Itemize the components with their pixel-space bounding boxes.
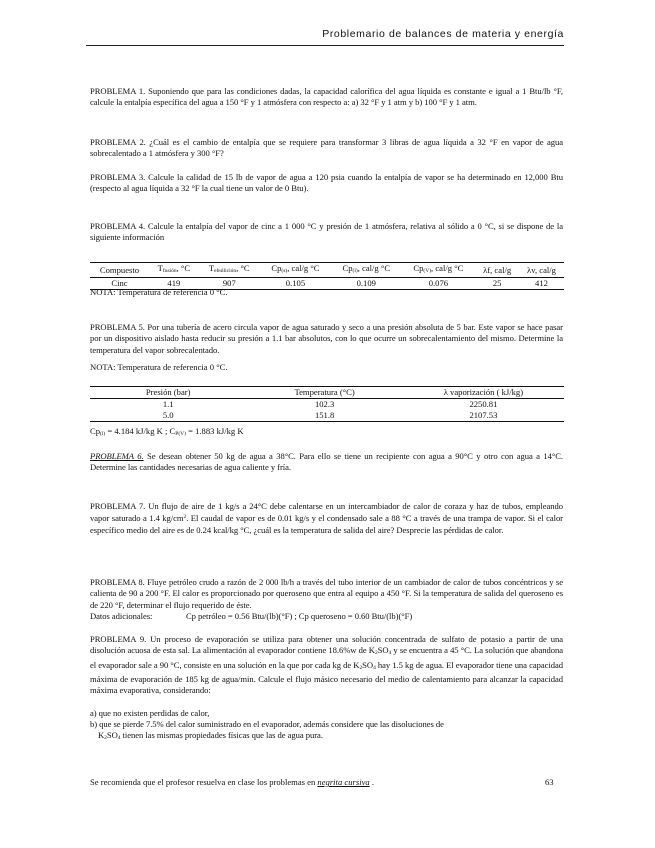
problem-9-sub-4: 4 bbox=[373, 664, 376, 671]
col-cp-liquid-unit: , cal/g °C bbox=[357, 263, 391, 273]
problem-7-sup: 2 bbox=[183, 514, 187, 521]
zinc-properties-table bbox=[90, 262, 564, 290]
k2so4-sub-1: 2 bbox=[104, 735, 107, 741]
col-cp-solid-sub: (s) bbox=[281, 268, 288, 274]
cp-vapor-value: = 1.883 kJ/kg K bbox=[185, 426, 244, 436]
cell-t-fusion: 419 bbox=[167, 278, 181, 288]
problem-3: PROBLEMA 3. Calcule la calidad de 15 lb de vapor de agua a 120 psia cuando la entalpía de vapor se ha determinado en 12,000 Btu (respecto al agua líquida a 32 °F la cual tiene un valor de 0 Btu). bbox=[90, 172, 563, 194]
problem-9-sub-3: 2 bbox=[359, 664, 363, 671]
cell-presion: 5.0 bbox=[162, 410, 174, 420]
cp-values-note bbox=[90, 426, 244, 440]
data-label: Datos adicionales: bbox=[90, 611, 153, 621]
col-t-fusion bbox=[149, 263, 199, 278]
k2so4-sub-2: 4 bbox=[117, 735, 121, 741]
problem-9-text-d: SO bbox=[362, 659, 374, 670]
problem-7 bbox=[90, 501, 563, 536]
k2so4-rest: tienen las mismas propiedades físicas que las de agua pura. bbox=[120, 730, 323, 740]
problem-5-note: NOTA: Temperatura de referencia 0 °C. bbox=[90, 362, 228, 372]
cell-cp-vapor: 0.076 bbox=[428, 278, 449, 288]
footer-note bbox=[90, 777, 374, 787]
problem-2: PROBLEMA 2. ¿Cuál es el cambio de entalpía que se requiere para transformar 3 libras de agua líquida a 32 °F en vapor de agua sobrecalentado a 1 atmósfera y 300 °F? bbox=[90, 137, 563, 159]
col-cp-solid-symbol: Cp bbox=[271, 263, 282, 273]
problem-9-sub-1: 2 bbox=[374, 650, 378, 657]
problem-9-item-a: a) que no existen perdidas de calor, bbox=[90, 708, 210, 718]
problem-6-text: Se desean obtener 50 kg de agua a 38°C. Para ello se tiene un recipiente con agua a 90°C y otro con agua a 14°C. Determine las cantidades necesarias de agua caliente y fría. bbox=[90, 451, 563, 473]
col-t-ebullicion-sub: ebullición bbox=[214, 268, 237, 274]
footer-emphasis: negrita cursiva bbox=[317, 777, 370, 787]
cell-temperatura: 151.8 bbox=[314, 410, 335, 420]
cell-presion: 1.1 bbox=[162, 399, 174, 409]
col-cp-solid bbox=[260, 263, 331, 278]
cp-liquid-symbol: Cp bbox=[90, 426, 101, 436]
col-t-fusion-symbol: T bbox=[157, 263, 163, 273]
problem-8: PROBLEMA 8. Fluye petróleo crudo a razón de 2 000 lb/h a través del tubo interior de un cambiador de calor de tubos concéntricos y se calienta de 90 a 200 °F. El calor es proporcionado por queroseno que entra al equipo a 450 °F. Si la temperatura de salida del queroseno es de 220 °F, determinar el flujo requerido de éste. bbox=[90, 577, 563, 610]
cp-liquid-sub: (l) bbox=[100, 431, 106, 437]
problem-6-label: PROBLEMA 6. bbox=[90, 451, 144, 461]
cell-lambda-v: 412 bbox=[535, 278, 548, 288]
col-cp-liquid bbox=[331, 263, 401, 278]
table-row bbox=[90, 399, 564, 411]
col-cp-vapor bbox=[402, 263, 476, 278]
col-lambda-v: λv, cal/g bbox=[527, 264, 556, 275]
footer-end: . bbox=[369, 777, 374, 787]
problem-5: PROBLEMA 5. Por una tubería de acero circula vapor de agua saturado y seco a una presión absoluta de 5 bar. Este vapor se hace pasar por un dispositivo aislado hasta reducir su presión a 1.1 bar absolutos, con lo que ocurre un sobrecalentamiento del mismo. Determine la temperatura del vapor sobrecalentado. bbox=[90, 322, 563, 355]
col-compuesto: Compuesto bbox=[99, 264, 140, 275]
problem-7-text-b: . El caudal de vapor es de 0.01 kg/s y el condensado sale a 88 °C a través de una trampa de vapor. Si el calor específico medio del aire es de 0.24 kcal/kg °C, ¿cuál es la temperatura de salida del aire? Desprecie las pérdidas de calor. bbox=[90, 513, 563, 535]
table-header-row bbox=[90, 263, 564, 278]
cell-cp-solid: 0.105 bbox=[285, 278, 306, 288]
cell-compuesto: Cinc bbox=[111, 278, 128, 288]
problem-7-text-a: PROBLEMA 7. Un flujo de aire de 1 kg/s a 24°C debe calentarse en un intercambiador de calor de coraza y haz de tubos, empleando vapor saturado a 1.4 kg/cm bbox=[90, 501, 563, 524]
problem-9 bbox=[90, 634, 563, 696]
col-cp-vapor-unit: , cal/g °C bbox=[431, 263, 464, 273]
k2so4-k: K bbox=[98, 730, 105, 740]
problem-9-sub-2: 4 bbox=[388, 650, 392, 657]
col-cp-vapor-sub: (V) bbox=[423, 268, 432, 274]
problem-6 bbox=[90, 451, 563, 474]
col-t-fusion-unit: , °C bbox=[176, 263, 191, 273]
col-lambda-vap: λ vaporización ( kJ/kg) bbox=[443, 387, 524, 397]
col-t-ebullicion bbox=[199, 263, 260, 278]
cell-temperatura: 102.3 bbox=[314, 399, 335, 409]
steam-table bbox=[90, 386, 564, 422]
table-header-row bbox=[90, 387, 564, 399]
col-presion: Presión (bar) bbox=[145, 387, 191, 397]
table-row bbox=[90, 410, 564, 422]
col-cp-liquid-symbol: Cp bbox=[342, 263, 353, 273]
col-lambda-f: λf, cal/g bbox=[483, 264, 512, 275]
col-cp-liquid-sub: (l) bbox=[352, 268, 358, 274]
problem-9-text-a: PROBLEMA 9. Un proceso de evaporación se utiliza para obtener una solución concentrada de sulfato de potasio a partir de una disolución acuosa de esta sal. La alimentación al evaporador contiene 18.6%w de K bbox=[90, 634, 563, 656]
problem-8-data bbox=[90, 611, 563, 622]
problem-9-text-c: y se encuentra a 45 °C. La solución que abandona el evaporador sale a 90 °C, consiste en una solución en la que por cada kg de K bbox=[90, 645, 563, 670]
k2so4-so: SO bbox=[106, 730, 118, 740]
header-rule bbox=[86, 45, 564, 46]
cell-t-ebullicion: 907 bbox=[222, 278, 236, 288]
cp-liquid-value: = 4.184 kJ/kg K ; C bbox=[105, 426, 176, 436]
problem-9-text-e: hay 1.5 kg de agua. El evaporador tiene una capacidad máxima de evaporación de 185 kg de agua/min. Calcule el flujo másico necesario del medio de calentamiento para alcanzar la capacidad máxima evaporativa, considerando: bbox=[90, 659, 563, 696]
problem-1: PROBLEMA 1. Suponiendo que para las condiciones dadas, la capacidad calorífica del agua líquida es constante e igual a 1 Btu/lb °F, calcule la entalpía específica del agua a 150 °F y 1 atmósfera con respecto a: a) 32 °F y 1 atm y b) 100 °F y 1 atm. bbox=[90, 86, 563, 108]
page-number: 63 bbox=[545, 777, 554, 787]
cp-vapor-sub: P(V) bbox=[175, 431, 186, 437]
problem-9-item-b-cont bbox=[90, 730, 571, 744]
col-t-ebullicion-symbol: T bbox=[208, 263, 215, 273]
col-t-ebullicion-unit: , °C bbox=[236, 263, 250, 273]
col-t-fusion-sub: fusión bbox=[162, 268, 177, 274]
problem-9-text-b: SO bbox=[377, 645, 389, 656]
col-cp-vapor-symbol: Cp bbox=[413, 263, 424, 273]
data-value: Cp petróleo = 0.56 Btu/(lb)(°F) ; Cp queroseno = 0.60 Btu/(lb)(°F) bbox=[186, 611, 413, 621]
cell-lambda-f: 25 bbox=[492, 278, 502, 288]
page-header: Problemario de balances de materia y energía bbox=[322, 28, 564, 40]
problem-4: PROBLEMA 4. Calcule la entalpía del vapor de cinc a 1 000 °C y presión de 1 atmósfera, relativa al sólido a 0 °C, si se dispone de la siguiente información bbox=[90, 221, 563, 243]
col-cp-solid-unit: , cal/g °C bbox=[287, 263, 320, 273]
cell-lambda-vap: 2107.53 bbox=[469, 410, 498, 420]
footer-text: Se recomienda que el profesor resuelva en clase los problemas en bbox=[90, 777, 318, 787]
table1-note: NOTA: Temperatura de referencia 0 °C. bbox=[90, 287, 228, 297]
col-temperatura: Temperatura (°C) bbox=[294, 387, 355, 397]
cell-cp-liquid: 0.109 bbox=[356, 278, 376, 288]
problem-9-item-b: b) que se pierde 7.5% del calor suministrado en el evaporador, además considere que las disoluciones de bbox=[90, 719, 444, 729]
cell-lambda-vap: 2250.81 bbox=[469, 399, 498, 409]
